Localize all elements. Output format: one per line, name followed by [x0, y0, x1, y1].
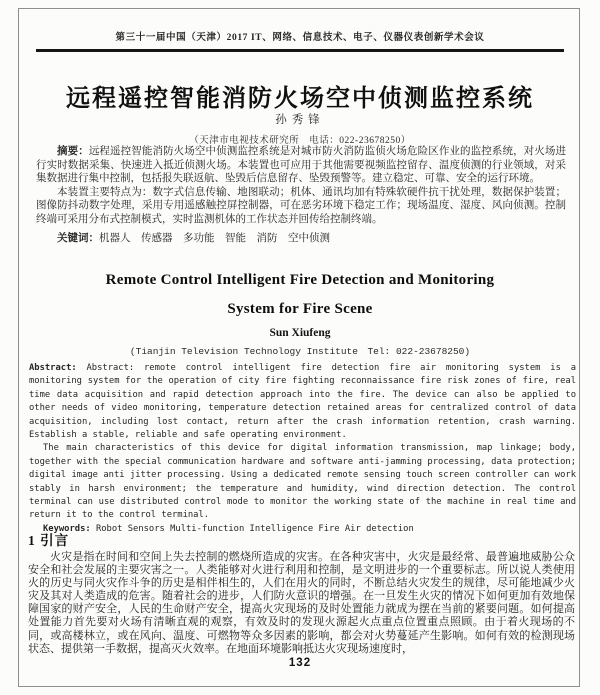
author-zh: 孙秀锋	[275, 114, 325, 126]
abstract-en-text-1: Abstract: remote control intelligent fire detection fire air monitoring system is a monitoring system for the operation of city fire fighting reconnaissance fire risk zones of fire, real time data acquisition and rapid detection approach into the fire. The device can also be applied to other needs of video monitoring, temperature detection retained areas for centralized control of data acquisition, including lost contact, return after the crash information retention, crash warning. Establish a stable, reliable and safe operating environment.	[29, 363, 576, 441]
section-1-body	[28, 551, 575, 656]
keywords-en-label: Keywords:	[43, 523, 91, 534]
affiliation-en: (Tianjin Television Technology Institute Tel: 022-23678250)	[129, 346, 471, 357]
section-1-paragraph: 火灾是指在时间和空间上失去控制的燃烧所造成的灾害。在各种灾害中，火灾是最经常、最普遍地威胁公众安全和社会发展的主要灾害之一。人类能够对火进行利用和控制，是文明进步的一个重要标志。所以说人类使用火的历史与同火灾作斗争的历史是相伴相生的，人们在用火的同时，不断总结火灾发生的规律，尽可能地减少火灾及其对人类造成的危害。随着社会的进步，人们防火意识的增强。在一旦发生火灾的情况下如何更加有效地保障国家的财产安全，人民的生命财产安全，提高火灾现场的及时处置能力就成为摆在当前的紧要问题。如何提高处置能力首先要对火场有清晰直观的观察，有效及时的发现火源起火点重点位置重点照顾。由于着火现场的不同，或高楼林立，或在风向、温度、可燃物等众多因素的影响，都会对火势蔓延产生影响。如何有效的检测现场状态、提供第一手数据，提高灭火效率。在地面环境影响抵达火灾现场速度时，	[28, 551, 575, 655]
paper-title-en-line2: System for Fire Scene	[227, 301, 373, 317]
keywords-en-text: Robot Sensors Multi-function Intelligence Fire Air detection	[90, 523, 414, 534]
paper-title-zh: 远程遥控智能消防火场空中侦测监控系统	[66, 86, 534, 113]
abstract-en-paragraph-1	[29, 362, 576, 442]
abstract-zh-paragraph-1	[36, 145, 566, 186]
author-en: Sun Xiufeng	[269, 327, 331, 339]
keywords-zh	[36, 232, 566, 246]
abstract-zh-paragraph-2: 本装置主要特点为：数字式信息传输、地图联动；机体、通讯均加有特殊软硬件抗干扰处理，数据保护装置；图像防抖动数字处理，采用专用遥感触控屏控制器，可在恶劣环境下稳定工作；现场温度、湿度、风向侦测。控制终端可采用分布式控制模式，实时监测机体的工作状态并回传给控制终端。	[36, 186, 566, 225]
abstract-zh	[36, 145, 566, 245]
keywords-en	[29, 523, 576, 536]
keywords-zh-label: 关键词：	[57, 232, 99, 244]
header-rule	[36, 49, 564, 52]
section-1-heading: 1 引言	[28, 533, 70, 548]
abstract-zh-text-1: 远程遥控智能消防火场空中侦测监控系统是对城市防火消防监侦火场危险区作业的监控系统，对火场进行实时数据采集、快速进入抵近侦测火场。本装置也可应用于其他需要视频监控留存、温度侦测的行业领域，对采集数据进行集中控制，包括报失联返航、坠毁后信息留存、坠毁预警等。建立稳定、可靠、安全的运行环境。	[36, 146, 567, 185]
affiliation-zh: （天津市电视技术研究所 电话：022-23678250）	[189, 136, 411, 146]
abstract-en	[29, 362, 576, 536]
keywords-zh-text: 机器人 传感器 多功能 智能 消防 空中侦测	[99, 232, 330, 244]
abstract-en-label: Abstract:	[29, 363, 77, 373]
page-number: 132	[288, 657, 312, 669]
paper-title-en-line1: Remote Control Intelligent Fire Detection and Monitoring	[105, 272, 495, 288]
abstract-en-paragraph-2: The main characteristics of this device for digital information transmission, map linkage; body, together with the special communication hardware and software anti-jamming processing, data protection; digital image anti jitter processing. Using a dedicated remote sensing touch screen controller can work stably in harsh environment; the temperature and humidity, wind direction detection. The control terminal can use distributed control mode to monitor the working state of the machine in real time and return it to the control terminal.	[29, 443, 576, 521]
abstract-zh-label: 摘要：	[57, 146, 89, 157]
conference-header: 第三十一届中国（天津）2017 IT、网络、信息技术、电子、仪器仪表创新学术会议	[115, 33, 485, 43]
